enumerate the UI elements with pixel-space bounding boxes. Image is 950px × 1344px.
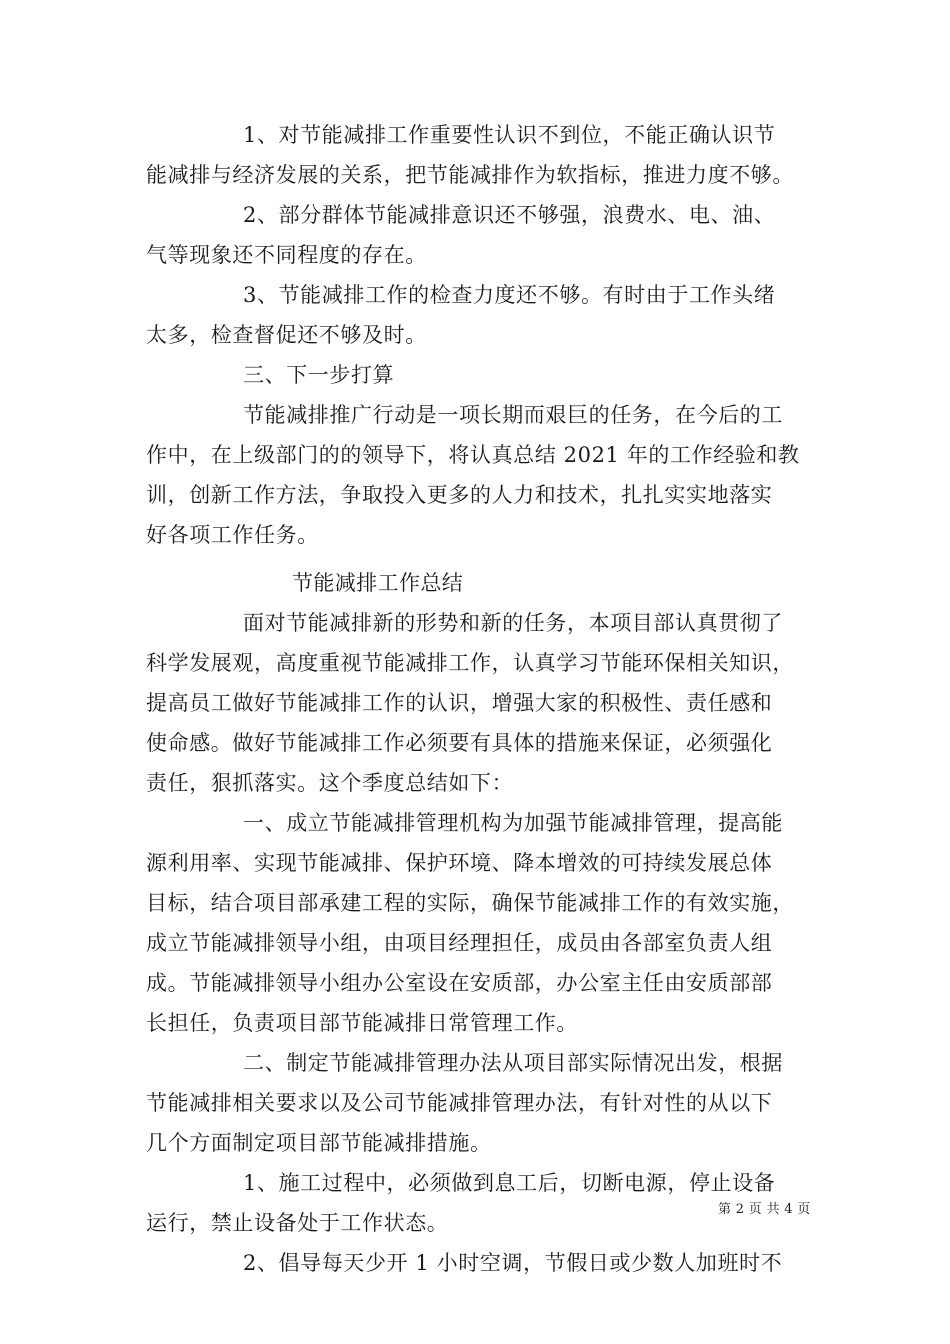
page-number-footer: 第 2 页 共 4 页 (718, 1202, 811, 1217)
text-line: 科学发展观，高度重视节能减排工作，认真学习节能环保相关知识， (146, 651, 794, 675)
text-line: 几个方面制定项目部节能减排措施。 (146, 1131, 492, 1155)
text-line: 节能减排推广行动是一项长期而艰巨的任务，在今后的工 (243, 403, 783, 427)
text-line: 好各项工作任务。 (146, 523, 319, 547)
text-line: 节能减排相关要求以及公司节能减排管理办法，有针对性的从以下 (146, 1091, 773, 1115)
text-line: 训，创新工作方法，争取投入更多的人力和技术，扎扎实实地落实 (146, 483, 773, 507)
text-line: 2、部分群体节能减排意识还不够强，浪费水、电、油、 (243, 203, 776, 227)
text-line: 成。节能减排领导小组办公室设在安质部，办公室主任由安质部部 (146, 971, 773, 995)
document-title: 节能减排工作总结 (292, 571, 464, 595)
text-line: 源利用率、实现节能减排、保护环境、降本增效的可持续发展总体 (146, 851, 773, 875)
text-line: 二、制定节能减排管理办法从项目部实际情况出发，根据 (243, 1051, 783, 1075)
text-line: 3、节能减排工作的检查力度还不够。有时由于工作头绪 (243, 283, 776, 307)
text-line: 1、对节能减排工作重要性认识不到位，不能正确认识节 (243, 123, 776, 147)
text-line: 1、施工过程中，必须做到息工后，切断电源，停止设备 (243, 1171, 776, 1195)
text-line: 提高员工做好节能减排工作的认识，增强大家的积极性、责任感和 (146, 691, 773, 715)
text-line: 使命感。做好节能减排工作必须要有具体的措施来保证，必须强化 (146, 731, 773, 755)
text-line: 运行，禁止设备处于工作状态。 (146, 1211, 449, 1235)
text-line: 能减排与经济发展的关系，把节能减排作为软指标，推进力度不够。 (146, 163, 794, 187)
text-line: 一、成立节能减排管理机构为加强节能减排管理，提高能 (243, 811, 783, 835)
text-line: 成立节能减排领导小组，由项目经理担任，成员由各部室负责人组 (146, 931, 773, 955)
text-line: 作中，在上级部门的的领导下，将认真总结 2021 年的工作经验和教 (146, 443, 800, 467)
text-line: 气等现象还不同程度的存在。 (146, 243, 427, 267)
text-line: 目标，结合项目部承建工程的实际，确保节能减排工作的有效实施， (146, 891, 794, 915)
text-line: 长担任，负责项目部节能减排日常管理工作。 (146, 1011, 578, 1035)
text-line: 责任，狠抓落实。这个季度总结如下： (146, 771, 514, 795)
text-line: 面对节能减排新的形势和新的任务，本项目部认真贯彻了 (243, 611, 783, 635)
section-heading: 三、下一步打算 (243, 363, 395, 387)
text-line: 太多，检查督促还不够及时。 (146, 323, 427, 347)
text-line: 2、倡导每天少开 1 小时空调，节假日或少数人加班时不 (243, 1251, 783, 1275)
